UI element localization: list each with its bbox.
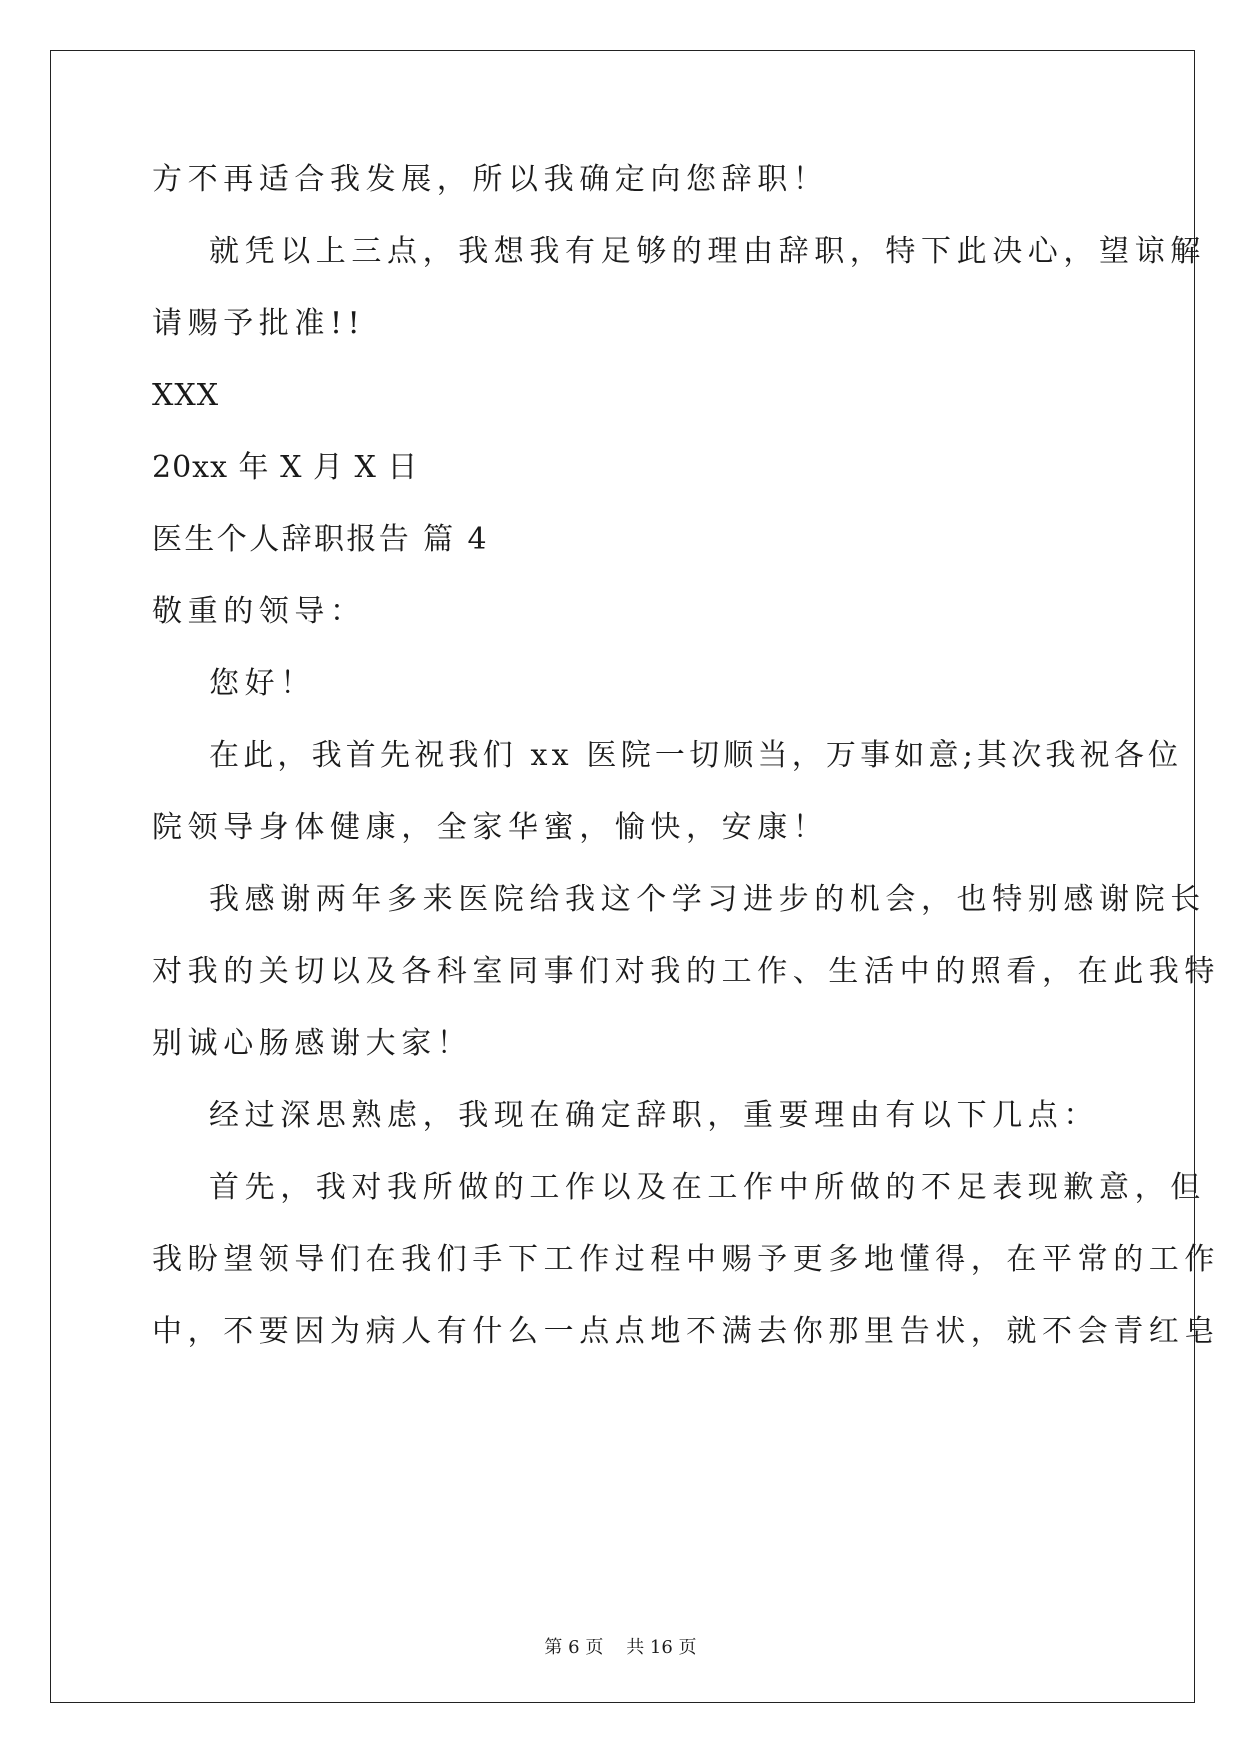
text-line: 我盼望领导们在我们手下工作过程中赐予更多地懂得，在平常的工作 <box>152 1242 1220 1277</box>
salutation: 敬重的领导： <box>152 594 366 629</box>
page-number-footer: 第 6 页 共 16 页 <box>544 1637 697 1658</box>
signature-date: 20xx 年 X 月 X 日 <box>152 450 419 485</box>
section-heading: 医生个人辞职报告 篇 4 <box>152 522 489 557</box>
text-line: 就凭以上三点，我想我有足够的理由辞职，特下此决心，望谅解 <box>209 234 1206 269</box>
text-line: 方不再适合我发展，所以我确定向您辞职！ <box>152 162 829 197</box>
page-border <box>50 50 1195 1703</box>
text-line: 我感谢两年多来医院给我这个学习进步的机会，也特别感谢院长 <box>209 882 1206 917</box>
text-line: 院领导身体健康，全家华蜜，愉快，安康！ <box>152 810 829 845</box>
signature-name: XXX <box>152 378 220 413</box>
text-line: 经过深思熟虑，我现在确定辞职，重要理由有以下几点： <box>209 1098 1099 1133</box>
text-line: 在此，我首先祝我们 xx 医院一切顺当，万事如意;其次我祝各位 <box>209 738 1183 773</box>
greeting: 您好！ <box>209 666 316 701</box>
text-line: 别诚心肠感谢大家！ <box>152 1026 473 1061</box>
text-line: 中，不要因为病人有什么一点点地不满去你那里告状，就不会青红皂 <box>152 1314 1220 1349</box>
text-line: 首先，我对我所做的工作以及在工作中所做的不足表现歉意，但 <box>209 1170 1206 1205</box>
text-line: 对我的关切以及各科室同事们对我的工作、生活中的照看，在此我特 <box>152 954 1220 989</box>
text-line: 请赐予批准!! <box>152 306 366 341</box>
